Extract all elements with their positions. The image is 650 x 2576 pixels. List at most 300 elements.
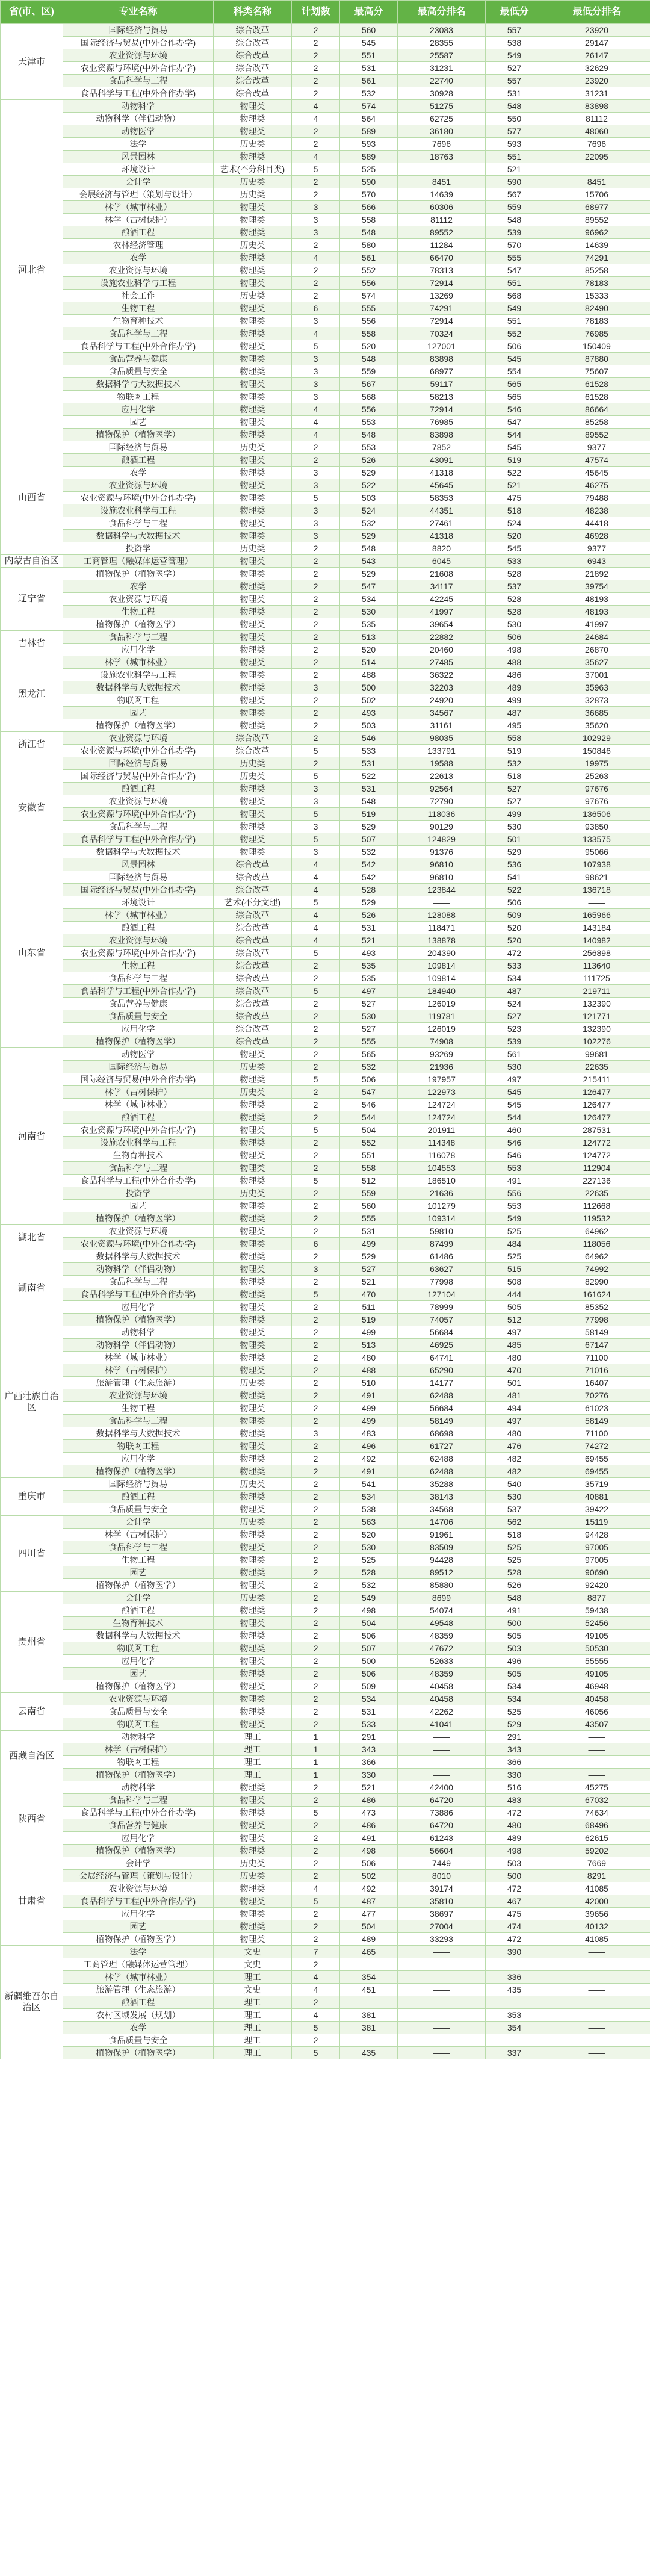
category-cell: 物理类 [214, 1882, 292, 1895]
category-cell: 物理类 [214, 1175, 292, 1187]
plan-count-cell: 2 [292, 1920, 340, 1933]
min-score-cell: 524 [486, 517, 543, 530]
min-score-cell: 532 [486, 757, 543, 770]
min-rank-cell: 165966 [543, 909, 650, 922]
table-row [1, 441, 650, 454]
plan-count-cell: 2 [292, 1958, 340, 1971]
min-rank-cell: 69455 [543, 1453, 650, 1465]
table-row [1, 1427, 650, 1440]
table-row [1, 1958, 650, 1971]
category-cell: 物理类 [214, 151, 292, 163]
category-cell: 物理类 [214, 1465, 292, 1478]
min-score-cell: 520 [486, 530, 543, 542]
table-row [1, 580, 650, 593]
table-row [1, 1579, 650, 1592]
max-score-cell: 559 [340, 365, 398, 378]
major-name-cell: 生物工程 [63, 1554, 214, 1566]
min-rank-cell: 97005 [543, 1554, 650, 1566]
major-name-cell: 应用化学 [63, 644, 214, 656]
min-rank-cell: —— [543, 1731, 650, 1743]
max-score-cell: 503 [340, 492, 398, 504]
table-row [1, 1415, 650, 1427]
category-cell: 物理类 [214, 403, 292, 416]
max-score-cell: 488 [340, 1364, 398, 1377]
table-row [1, 1187, 650, 1200]
major-name-cell: 动物医学 [63, 1048, 214, 1061]
max-rank-cell: 52633 [398, 1655, 486, 1668]
major-name-cell: 植物保护（植物医学） [63, 1035, 214, 1048]
max-score-cell: 519 [340, 1314, 398, 1326]
plan-count-cell: 2 [292, 1604, 340, 1617]
plan-count-cell: 2 [292, 694, 340, 707]
plan-count-cell: 5 [292, 985, 340, 998]
max-rank-cell: —— [398, 163, 486, 176]
category-cell: 物理类 [214, 783, 292, 795]
min-score-cell: 330 [486, 1769, 543, 1781]
min-score-cell: 499 [486, 694, 543, 707]
min-rank-cell: 59438 [543, 1604, 650, 1617]
table-row [1, 656, 650, 669]
table-row [1, 517, 650, 530]
max-score-cell: 509 [340, 1680, 398, 1693]
min-score-cell: 534 [486, 1693, 543, 1705]
category-cell: 物理类 [214, 1491, 292, 1503]
min-rank-cell: 87880 [543, 353, 650, 365]
plan-count-cell: 2 [292, 37, 340, 49]
max-score-cell: 556 [340, 315, 398, 327]
category-cell: 综合改革 [214, 24, 292, 37]
max-score-cell: 520 [340, 644, 398, 656]
major-name-cell: 林学（城市林业） [63, 909, 214, 922]
min-score-cell: 537 [486, 1503, 543, 1516]
category-cell: 物理类 [214, 1137, 292, 1149]
table-row [1, 24, 650, 37]
min-rank-cell: 29147 [543, 37, 650, 49]
min-rank-cell: —— [543, 1946, 650, 1958]
major-name-cell: 植物保护（植物医学） [63, 1465, 214, 1478]
max-score-cell: 527 [340, 1263, 398, 1276]
max-rank-cell: 22740 [398, 75, 486, 87]
max-rank-cell: —— [398, 1756, 486, 1769]
plan-count-cell: 5 [292, 2022, 340, 2034]
category-cell: 综合改革 [214, 871, 292, 884]
table-row [1, 1491, 650, 1503]
max-score-cell: 561 [340, 252, 398, 264]
min-score-cell: 526 [486, 1579, 543, 1592]
min-rank-cell: 15706 [543, 188, 650, 201]
max-score-cell: 530 [340, 1010, 398, 1023]
min-score-cell: 518 [486, 770, 543, 783]
min-score-cell: 486 [486, 669, 543, 681]
min-rank-cell: 78183 [543, 315, 650, 327]
plan-count-cell: 4 [292, 858, 340, 871]
plan-count-cell: 4 [292, 1984, 340, 1996]
min-rank-cell: 121771 [543, 1010, 650, 1023]
category-cell: 物理类 [214, 1781, 292, 1794]
table-row [1, 1807, 650, 1819]
table-row [1, 631, 650, 644]
min-score-cell: 390 [486, 1946, 543, 1958]
table-row [1, 2009, 650, 2022]
min-rank-cell: 58149 [543, 1415, 650, 1427]
min-score-cell: 527 [486, 783, 543, 795]
major-name-cell: 食品科学与工程 [63, 75, 214, 87]
plan-count-cell: 2 [292, 1845, 340, 1857]
major-name-cell: 农学 [63, 580, 214, 593]
plan-count-cell: 5 [292, 1288, 340, 1301]
max-score-cell: 551 [340, 1149, 398, 1162]
min-score-cell: 539 [486, 226, 543, 239]
category-cell: 综合改革 [214, 75, 292, 87]
major-name-cell: 动物科学 [63, 1326, 214, 1339]
category-cell: 物理类 [214, 327, 292, 340]
min-score-cell: 491 [486, 1175, 543, 1187]
min-score-cell: 497 [486, 1326, 543, 1339]
table-row [1, 972, 650, 985]
max-rank-cell: —— [398, 2009, 486, 2022]
table-row [1, 707, 650, 719]
min-rank-cell: 35963 [543, 681, 650, 694]
table-row [1, 1225, 650, 1238]
min-rank-cell: 94428 [543, 1529, 650, 1541]
max-rank-cell: 128088 [398, 909, 486, 922]
major-name-cell: 国际经济与贸易 [63, 441, 214, 454]
major-name-cell: 物联网工程 [63, 1718, 214, 1731]
category-cell: 综合改革 [214, 1023, 292, 1035]
min-rank-cell: 49105 [543, 1630, 650, 1642]
header-major: 专业名称 [63, 1, 214, 24]
table-row [1, 1756, 650, 1769]
category-cell: 物理类 [214, 1718, 292, 1731]
max-rank-cell: 62725 [398, 113, 486, 125]
category-cell: 综合改革 [214, 998, 292, 1010]
max-score-cell: 510 [340, 1377, 398, 1389]
plan-count-cell: 7 [292, 1946, 340, 1958]
min-rank-cell: 124772 [543, 1137, 650, 1149]
max-rank-cell: —— [398, 896, 486, 909]
plan-count-cell: 3 [292, 530, 340, 542]
max-rank-cell: 56684 [398, 1326, 486, 1339]
min-rank-cell: 76985 [543, 327, 650, 340]
min-rank-cell: 23920 [543, 75, 650, 87]
category-cell: 物理类 [214, 694, 292, 707]
major-name-cell: 动物科学（伴侣动物） [63, 1339, 214, 1352]
major-name-cell: 食品科学与工程 [63, 517, 214, 530]
min-rank-cell: 112904 [543, 1162, 650, 1175]
plan-count-cell: 2 [292, 757, 340, 770]
min-score-cell: 561 [486, 1048, 543, 1061]
max-score-cell: 498 [340, 1604, 398, 1617]
min-rank-cell: 227136 [543, 1175, 650, 1187]
table-row [1, 1933, 650, 1946]
max-score-cell: 533 [340, 1718, 398, 1731]
plan-count-cell: 2 [292, 618, 340, 631]
plan-count-cell: 2 [292, 542, 340, 555]
category-cell: 理工 [214, 1743, 292, 1756]
plan-count-cell: 2 [292, 1503, 340, 1516]
table-row [1, 492, 650, 504]
category-cell: 物理类 [214, 1149, 292, 1162]
plan-count-cell: 2 [292, 1908, 340, 1920]
major-name-cell: 食品科学与工程 [63, 1415, 214, 1427]
max-score-cell: 549 [340, 1592, 398, 1604]
category-cell: 物理类 [214, 846, 292, 858]
min-score-cell: 496 [486, 1655, 543, 1668]
max-rank-cell: —— [398, 1984, 486, 1996]
major-name-cell: 国际经济与贸易(中外合作办学) [63, 37, 214, 49]
major-name-cell: 工商管理（融媒体运营管理） [63, 555, 214, 568]
plan-count-cell: 2 [292, 264, 340, 277]
table-row [1, 138, 650, 151]
major-name-cell: 食品科学与工程(中外合作办学) [63, 1175, 214, 1187]
category-cell: 物理类 [214, 530, 292, 542]
category-cell: 物理类 [214, 454, 292, 467]
plan-count-cell: 4 [292, 909, 340, 922]
category-cell: 历史类 [214, 770, 292, 783]
min-score-cell: 501 [486, 833, 543, 846]
max-rank-cell: 201911 [398, 1124, 486, 1137]
table-row [1, 1212, 650, 1225]
max-rank-cell: 114348 [398, 1137, 486, 1149]
category-cell: 物理类 [214, 1427, 292, 1440]
min-score-cell: 500 [486, 1870, 543, 1882]
major-name-cell: 动物科学（伴侣动物） [63, 1263, 214, 1276]
plan-count-cell: 3 [292, 365, 340, 378]
min-rank-cell: 48060 [543, 125, 650, 138]
major-name-cell: 国际经济与贸易(中外合作办学) [63, 1073, 214, 1086]
max-rank-cell: 46925 [398, 1339, 486, 1352]
region-cell: 甘肃省 [1, 1857, 63, 1946]
plan-count-cell: 5 [292, 947, 340, 960]
min-score-cell: 500 [486, 1617, 543, 1630]
plan-count-cell: 2 [292, 1819, 340, 1832]
plan-count-cell: 2 [292, 138, 340, 151]
max-rank-cell: 96810 [398, 858, 486, 871]
category-cell: 物理类 [214, 1364, 292, 1377]
category-cell: 物理类 [214, 1566, 292, 1579]
min-score-cell: 528 [486, 568, 543, 580]
max-score-cell: 366 [340, 1756, 398, 1769]
major-name-cell: 投资学 [63, 542, 214, 555]
max-score-cell: 561 [340, 75, 398, 87]
major-name-cell: 园艺 [63, 1566, 214, 1579]
category-cell: 物理类 [214, 1693, 292, 1705]
min-rank-cell: 47574 [543, 454, 650, 467]
max-rank-cell: 28355 [398, 37, 486, 49]
major-name-cell: 应用化学 [63, 1655, 214, 1668]
table-row [1, 1617, 650, 1630]
min-score-cell: 343 [486, 1743, 543, 1756]
major-name-cell: 食品营养与健康 [63, 353, 214, 365]
table-row [1, 403, 650, 416]
category-cell: 物理类 [214, 1554, 292, 1566]
plan-count-cell: 3 [292, 681, 340, 694]
min-rank-cell: 74272 [543, 1440, 650, 1453]
category-cell: 物理类 [214, 378, 292, 391]
min-rank-cell: —— [543, 2009, 650, 2022]
min-score-cell: 354 [486, 2022, 543, 2034]
category-cell: 物理类 [214, 669, 292, 681]
max-rank-cell: 39174 [398, 1882, 486, 1895]
major-name-cell: 国际经济与贸易 [63, 1061, 214, 1073]
min-score-cell: 505 [486, 1668, 543, 1680]
major-name-cell: 食品科学与工程(中外合作办学) [63, 340, 214, 353]
min-rank-cell: 92420 [543, 1579, 650, 1592]
table-row [1, 353, 650, 365]
min-score-cell: 485 [486, 1339, 543, 1352]
table-row [1, 1035, 650, 1048]
category-cell: 物理类 [214, 568, 292, 580]
plan-count-cell: 3 [292, 783, 340, 795]
min-rank-cell: 61023 [543, 1402, 650, 1415]
plan-count-cell: 2 [292, 1566, 340, 1579]
category-cell: 物理类 [214, 504, 292, 517]
min-rank-cell: 16407 [543, 1377, 650, 1389]
plan-count-cell: 2 [292, 1149, 340, 1162]
table-row [1, 290, 650, 302]
table-row [1, 391, 650, 403]
major-name-cell: 动物医学 [63, 125, 214, 138]
plan-count-cell: 2 [292, 719, 340, 732]
major-name-cell: 数据科学与大数据技术 [63, 681, 214, 694]
max-score-cell: 506 [340, 1668, 398, 1680]
max-score-cell: 532 [340, 1061, 398, 1073]
table-row [1, 1971, 650, 1984]
major-name-cell: 生物育种技术 [63, 1617, 214, 1630]
table-row [1, 2034, 650, 2047]
min-score-cell: 506 [486, 631, 543, 644]
category-cell: 物理类 [214, 113, 292, 125]
min-score-cell: 529 [486, 846, 543, 858]
max-rank-cell: 38697 [398, 1908, 486, 1920]
min-score-cell: 568 [486, 290, 543, 302]
max-rank-cell: 83509 [398, 1541, 486, 1554]
table-row [1, 1364, 650, 1377]
category-cell: 综合改革 [214, 37, 292, 49]
major-name-cell: 风景园林 [63, 858, 214, 871]
major-name-cell: 酿酒工程 [63, 226, 214, 239]
max-score-cell: 480 [340, 1352, 398, 1364]
plan-count-cell: 2 [292, 1440, 340, 1453]
max-score-cell: 493 [340, 707, 398, 719]
max-score-cell: 522 [340, 479, 398, 492]
min-score-cell: 538 [486, 37, 543, 49]
min-rank-cell: —— [543, 1769, 650, 1781]
min-rank-cell: 85352 [543, 1301, 650, 1314]
major-name-cell: 法学 [63, 138, 214, 151]
table-row [1, 846, 650, 858]
major-name-cell: 应用化学 [63, 1832, 214, 1845]
header-plan-count: 计划数 [292, 1, 340, 24]
table-row [1, 795, 650, 808]
table-row [1, 922, 650, 934]
plan-count-cell: 2 [292, 1326, 340, 1339]
min-rank-cell: 40458 [543, 1693, 650, 1705]
min-rank-cell: 46275 [543, 479, 650, 492]
min-rank-cell: —— [543, 163, 650, 176]
max-score-cell: 548 [340, 429, 398, 441]
max-rank-cell: 21936 [398, 1061, 486, 1073]
max-rank-cell: 109814 [398, 972, 486, 985]
plan-count-cell: 2 [292, 593, 340, 606]
plan-count-cell: 5 [292, 163, 340, 176]
min-rank-cell: 64962 [543, 1250, 650, 1263]
min-score-cell: 534 [486, 1680, 543, 1693]
max-rank-cell: 64720 [398, 1819, 486, 1832]
min-rank-cell: 136718 [543, 884, 650, 896]
min-rank-cell: 22095 [543, 151, 650, 163]
min-rank-cell: 32629 [543, 62, 650, 75]
max-rank-cell: 127001 [398, 340, 486, 353]
max-rank-cell: —— [398, 2047, 486, 2059]
max-score-cell: 451 [340, 1984, 398, 1996]
min-rank-cell: 77998 [543, 1314, 650, 1326]
table-row [1, 808, 650, 821]
min-score-cell: 549 [486, 1212, 543, 1225]
min-score-cell: 533 [486, 555, 543, 568]
max-rank-cell: 7696 [398, 138, 486, 151]
max-score-cell: 534 [340, 593, 398, 606]
major-name-cell: 酿酒工程 [63, 922, 214, 934]
major-name-cell: 会计学 [63, 176, 214, 188]
plan-count-cell: 2 [292, 1010, 340, 1023]
major-name-cell: 物联网工程 [63, 391, 214, 403]
max-rank-cell: 51275 [398, 100, 486, 113]
major-name-cell: 物联网工程 [63, 1642, 214, 1655]
region-cell: 湖南省 [1, 1250, 63, 1326]
table-row [1, 1048, 650, 1061]
min-rank-cell: 68496 [543, 1819, 650, 1832]
min-score-cell: 518 [486, 504, 543, 517]
max-score-cell: 558 [340, 1162, 398, 1175]
major-name-cell: 林学（古树保护） [63, 1086, 214, 1099]
min-score-cell: 499 [486, 808, 543, 821]
region-cell: 广西壮族自治区 [1, 1326, 63, 1478]
plan-count-cell: 4 [292, 327, 340, 340]
category-cell: 物理类 [214, 467, 292, 479]
major-name-cell: 会计学 [63, 1592, 214, 1604]
table-row [1, 239, 650, 252]
max-score-cell: 553 [340, 441, 398, 454]
min-rank-cell: 150846 [543, 745, 650, 757]
max-score-cell: 548 [340, 353, 398, 365]
min-score-cell: 528 [486, 593, 543, 606]
min-rank-cell [543, 1996, 650, 2009]
plan-count-cell: 2 [292, 1099, 340, 1111]
max-score-cell: 492 [340, 1453, 398, 1465]
table-row [1, 1086, 650, 1099]
max-score-cell: 524 [340, 504, 398, 517]
major-name-cell: 食品科学与工程(中外合作办学) [63, 1807, 214, 1819]
min-rank-cell: 9377 [543, 542, 650, 555]
max-rank-cell: 109814 [398, 960, 486, 972]
max-score-cell: 499 [340, 1326, 398, 1339]
table-row [1, 606, 650, 618]
max-rank-cell: 58213 [398, 391, 486, 403]
max-rank-cell: 89552 [398, 226, 486, 239]
max-rank-cell: 96810 [398, 871, 486, 884]
max-score-cell: 530 [340, 606, 398, 618]
category-cell: 历史类 [214, 1478, 292, 1491]
table-row [1, 1882, 650, 1895]
major-name-cell: 生物工程 [63, 960, 214, 972]
category-cell: 理工 [214, 2022, 292, 2034]
category-cell: 物理类 [214, 707, 292, 719]
plan-count-cell: 2 [292, 1478, 340, 1491]
max-score-cell: 555 [340, 1212, 398, 1225]
min-score-cell: 291 [486, 1731, 543, 1743]
min-score-cell: 520 [486, 922, 543, 934]
